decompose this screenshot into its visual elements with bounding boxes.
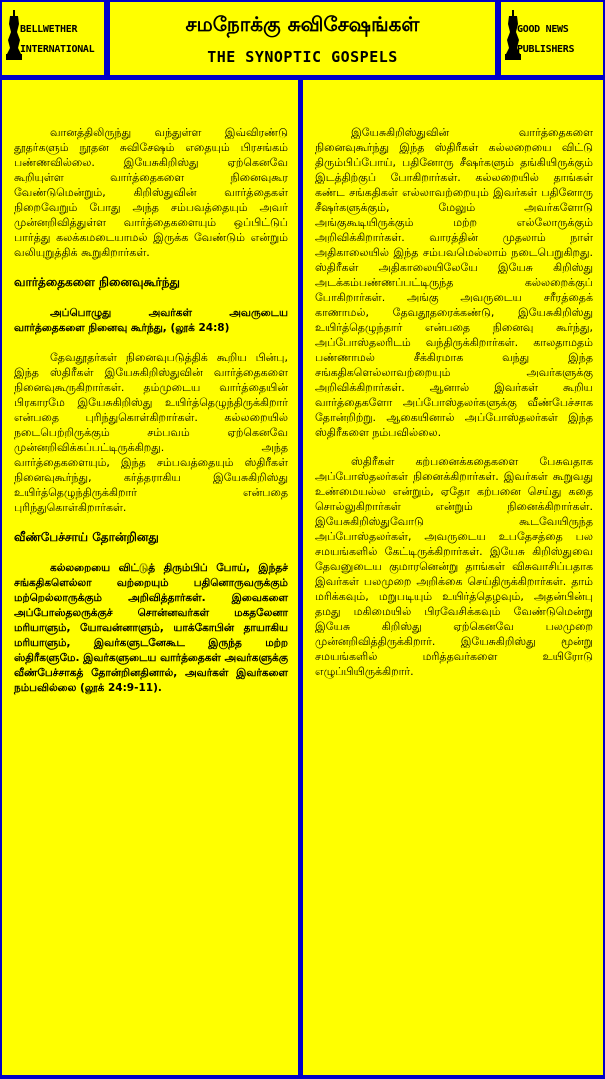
scripture-quote-luke-24-9-11: கல்லறையை விட்டுத் திரும்பிப் போய், இந்தச் சங்கதிகளெல்லா வற்றையும் பதினொருவருக்கும் மற்றெல்லாருக்கும் அறிவித்தார்கள். இவைகளை அப்போஸ்தலருக்குச் சொன்னவர்கள் மகதலேனா மரியாளும், யோவன்னாளும், யாக்கோபின் தாயாகிய மரியாளும், இவர்களுடனேகூட இருந்த மற்ற ஸ்திரீகளுமே. இவர்களுடைய வார்த்தைகள் அவர்களுக்கு வீண்பேச்சாகத் தோன்றினதினால், அவர்கள் இவர்களை நம்பவில்லை (லூக் 24:9-11).	[14, 562, 289, 694]
bellwether-line1: BELLWETHER	[20, 24, 78, 35]
good-news-line2: PUBLISHERS	[517, 44, 575, 55]
left-paragraph-1: வானத்திலிருந்து வந்துள்ள இவ்விரண்டு தூதர்களும் நூதன சுவிசேஷம் எதையும் பிரசங்கம் பண்ணவில்லை. இயேசுகிறிஸ்து ஏற்கெனவே கூறியுள்ள வார்த்தைகளை நினைவுகூர வேண்டுமென்றும், கிறிஸ்துவின் வார்த்தைகள் நிறைவேறும் போது அந்த சம்பவத்தையும் அவர் முன்னறிவித்துள்ள வார்த்தைகளையும் ஒப்பிட்டுப் பார்த்து கலக்கமடையாமல் இருக்க வேண்டும் என்றும் வலியுறுத்திக் கூறுகிறார்கள்.	[14, 126, 288, 259]
section-heading-idle-tales: வீண்பேச்சாய் தோன்றினது	[14, 530, 159, 544]
right-column	[303, 80, 603, 1075]
left-column	[2, 80, 298, 1075]
page-title-tamil: சமநோக்கு சுவிசேஷங்கள்	[185, 12, 420, 36]
title-banner	[110, 2, 495, 75]
left-paragraph-2: தேவதூதர்கள் நினைவுபடுத்திக் கூறிய பின்பு, இந்த ஸ்திரீகள் இயேசுகிறிஸ்துவின் வார்த்தைகளை நினைவுகூருகிறார்கள். தம்முடைய வார்த்தையின் பிரகாரமே இயேசுகிறிஸ்து உயிர்த்தெழுந்திருக்கிறார் என்பதை புரிந்துகொள்கிறார்கள். கல்லறையில் நடைபெற்றிருக்கும் சம்பவம் ஏற்கெனவே முன்னறிவிக்கப்பட்டிருக்கிறது. அந்த வார்த்தைகளையும், இந்த சம்பவத்தையும் ஸ்திரீகள் நினைவுகூர்ந்து, கர்த்தராகிய இயேசுகிறிஸ்து உயிர்த்தெழுந்திருக்கிறார் என்பதை புரிந்துகொள்கிறார்கள்.	[14, 351, 288, 514]
good-news-line1: GOOD NEWS	[517, 24, 569, 35]
scripture-quote-luke-24-8: அப்பொழுது அவர்கள் அவருடைய வார்த்தைகளை நினைவு கூர்ந்து, (லூக் 24:8)	[14, 307, 288, 334]
right-paragraph-1: இயேசுகிறிஸ்துவின் வார்த்தைகளை நினைவுகூர்ந்து இந்த ஸ்திரீகள் கல்லறையை விட்டு திரும்பிப்போய், பதினோரு சீஷர்களும் தங்கியிருக்கும் இடத்திற்குப் போகிறார்கள். கல்லறையில் தாங்கள் கண்ட சங்கதிகள் எல்லாவற்றையும் இவர்கள் பதினோரு சீஷர்களுக்கும், மேலும் அவர்களோடு அங்குகூடியிருக்கும் மற்ற எல்லோருக்கும் அறிவிக்கிறார்கள். வாரத்தின் முதலாம் நாள் அதிகாலையில் இந்த சம்பவமெல்லாம் நடைபெறுகிறது. ஸ்திரீகள் அதிகாலையிலேயே இயேசு கிறிஸ்து அடக்கம்பண்ணப்பட்டிருந்த கல்லறைக்குப் போகிறார்கள். அங்கு அவருடைய சரீரத்தைக் காணாமல், தேவதூதரைக்கண்டு, இயேசுகிறிஸ்து உயிர்த்தெழுந்தார் என்பதை நினைவு கூர்ந்து, அப்போஸ்தலரிடம் வந்திருக்கிறார்கள். காலதாமதம் பண்ணாமல் சீக்கிரமாக வந்து இந்த சங்கதிகளெல்லாவற்றையும் அவர்களுக்கு அறிவிக்கிறார்கள். ஆனால் இவர்கள் கூறிய வார்த்தைகளோ அப்போஸ்தலர்களுக்கு வீண்பேச்சாக தோன்றிற்று. ஆகையினால் அப்போஸ்தலர்கள் இந்த ஸ்திரீகளை நம்பவில்லை.	[315, 126, 593, 439]
bellwether-line2: INTERNATIONAL	[20, 44, 95, 55]
section-heading-remembering: வார்த்தைகளை நினைவுகூர்ந்து	[14, 275, 180, 289]
right-paragraph-2: ஸ்திரீகள் கற்பனைக்கதைகளை பேசுவதாக அப்போஸ்தலர்கள் நினைக்கிறார்கள். இவர்கள் கூறுவது உண்மையல்ல என்றும், ஏதோ கற்பனை செய்து கதை சொல்லுகிறார்கள் என்றும் நினைக்கிறார்கள். இயேசுகிறிஸ்துவோடு கூடவேயிருந்த அப்போஸ்தலர்கள், அவருடைய உபதேசத்தை பல சமயங்களில் கேட்டிருக்கிறார்கள். இயேசு கிறிஸ்துவை தேவனுடைய குமாரனென்று தாங்கள் விசுவாசிப்பதாக இவர்கள் பலமுறை அறிக்கை செய்திருக்கிறார்கள். தாம் மரிக்கவும், மறுபடியும் உயிர்த்தெழவும், அதன்பின்பு தமது மகிமையில் பிரவேசிக்கவும் வேண்டுமென்று இயேசு கிறிஸ்து ஏற்கெனவே பலமுறை முன்னறிவித்திருக்கிறார். இயேசுகிறிஸ்து மூன்று சமயங்களில் மரித்தவர்களை உயிரோடு எழுப்பியிருக்கிறார்.	[315, 455, 593, 678]
bellwether-logo	[2, 2, 104, 75]
good-news-logo	[501, 2, 603, 75]
page-title-english: THE SYNOPTIC GOSPELS	[207, 48, 398, 66]
